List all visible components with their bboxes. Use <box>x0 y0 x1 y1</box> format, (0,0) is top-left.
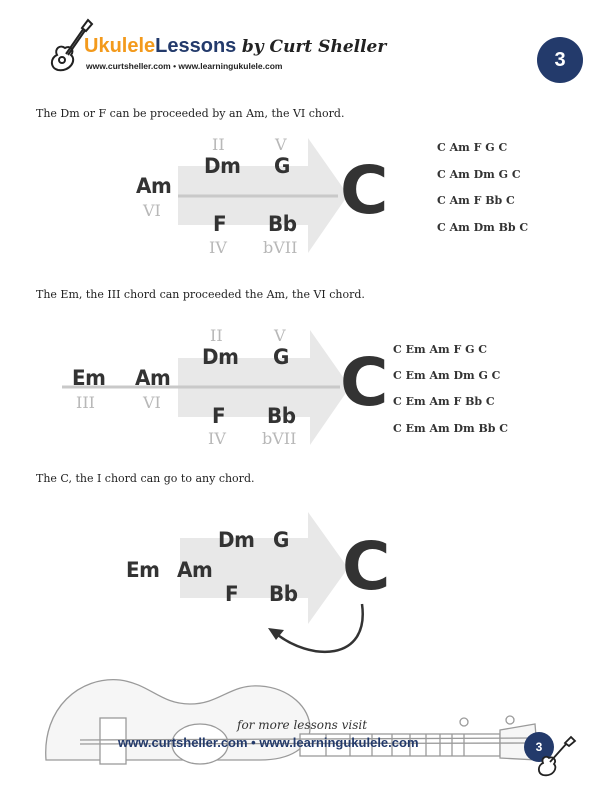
section1-progression-3: C Am F Bb C <box>437 194 515 207</box>
section1-roman-ii: II <box>212 135 225 154</box>
section1-text: The Dm or F can be proceeded by an Am, the VI chord. <box>36 107 345 120</box>
footer-page-number-badge: 3 <box>524 732 554 762</box>
section2-progression-4: C Em Am Dm Bb C <box>393 422 509 435</box>
section2-roman-ii: II <box>210 326 223 345</box>
section1-roman-vi: VI <box>143 201 161 220</box>
section1-chord-bb: Bb <box>268 212 297 236</box>
logo-title <box>84 35 386 58</box>
section2-roman-bvii: bVII <box>262 429 297 448</box>
section3-chord-am: Am <box>177 558 213 582</box>
section2-progression-3: C Em Am F Bb C <box>393 395 495 408</box>
section1-chord-am: Am <box>136 174 172 198</box>
section2-progression-1: C Em Am F G C <box>393 343 488 356</box>
section1-progression-2: C Am Dm G C <box>437 168 521 181</box>
section3-chord-f: F <box>225 582 239 606</box>
section2-roman-iii: III <box>76 393 95 412</box>
section2-chord-dm: Dm <box>202 345 239 369</box>
section2-chord-em: Em <box>72 366 106 390</box>
section3-chord-g: G <box>273 528 289 552</box>
section3-chord-dm: Dm <box>218 528 255 552</box>
section2-chord-f: F <box>212 404 226 428</box>
section1-chord-dm: Dm <box>204 154 241 178</box>
section1-progression-1: C Am F G C <box>437 141 508 154</box>
logo-urls: www.curtsheller.com • www.learningukulele.com <box>86 61 283 71</box>
section2-chord-g: G <box>273 345 289 369</box>
section2-progression-2: C Em Am Dm G C <box>393 369 501 382</box>
section2-chord-am: Am <box>135 366 171 390</box>
section2-roman-iv: IV <box>208 429 226 448</box>
section1-chord-g: G <box>274 154 290 178</box>
section3-text: The C, the I chord can go to any chord. <box>36 472 255 485</box>
footer-urls[interactable]: www.curtsheller.com • www.learningukulele.com <box>118 735 419 750</box>
section2-roman-v: V <box>274 326 286 345</box>
section2-roman-vi: VI <box>143 393 161 412</box>
section2-chord-c: C <box>340 344 389 421</box>
section1-chord-c: C <box>340 152 389 229</box>
logo-title-part1: Ukulele <box>84 35 156 57</box>
logo-byline: by Curt Sheller <box>241 37 387 57</box>
section1-roman-iv: IV <box>209 238 227 257</box>
page-number-badge: 3 <box>537 37 583 83</box>
footer-ukulele-icon <box>535 735 579 779</box>
section1-roman-bvii: bVII <box>263 238 298 257</box>
section2-text: The Em, the III chord can proceeded the Am, the VI chord. <box>36 288 365 301</box>
section1-chord-f: F <box>213 212 227 236</box>
section1-progression-4: C Am Dm Bb C <box>437 221 529 234</box>
section3-chord-em: Em <box>126 558 160 582</box>
section2-chord-bb: Bb <box>267 404 296 428</box>
section1-roman-v: V <box>275 135 287 154</box>
logo-title-part2: Lessons <box>155 35 237 57</box>
section3-chord-c: C <box>342 528 391 605</box>
footer-visit-text: for more lessons visit <box>237 718 368 732</box>
section3-chord-bb: Bb <box>269 582 298 606</box>
